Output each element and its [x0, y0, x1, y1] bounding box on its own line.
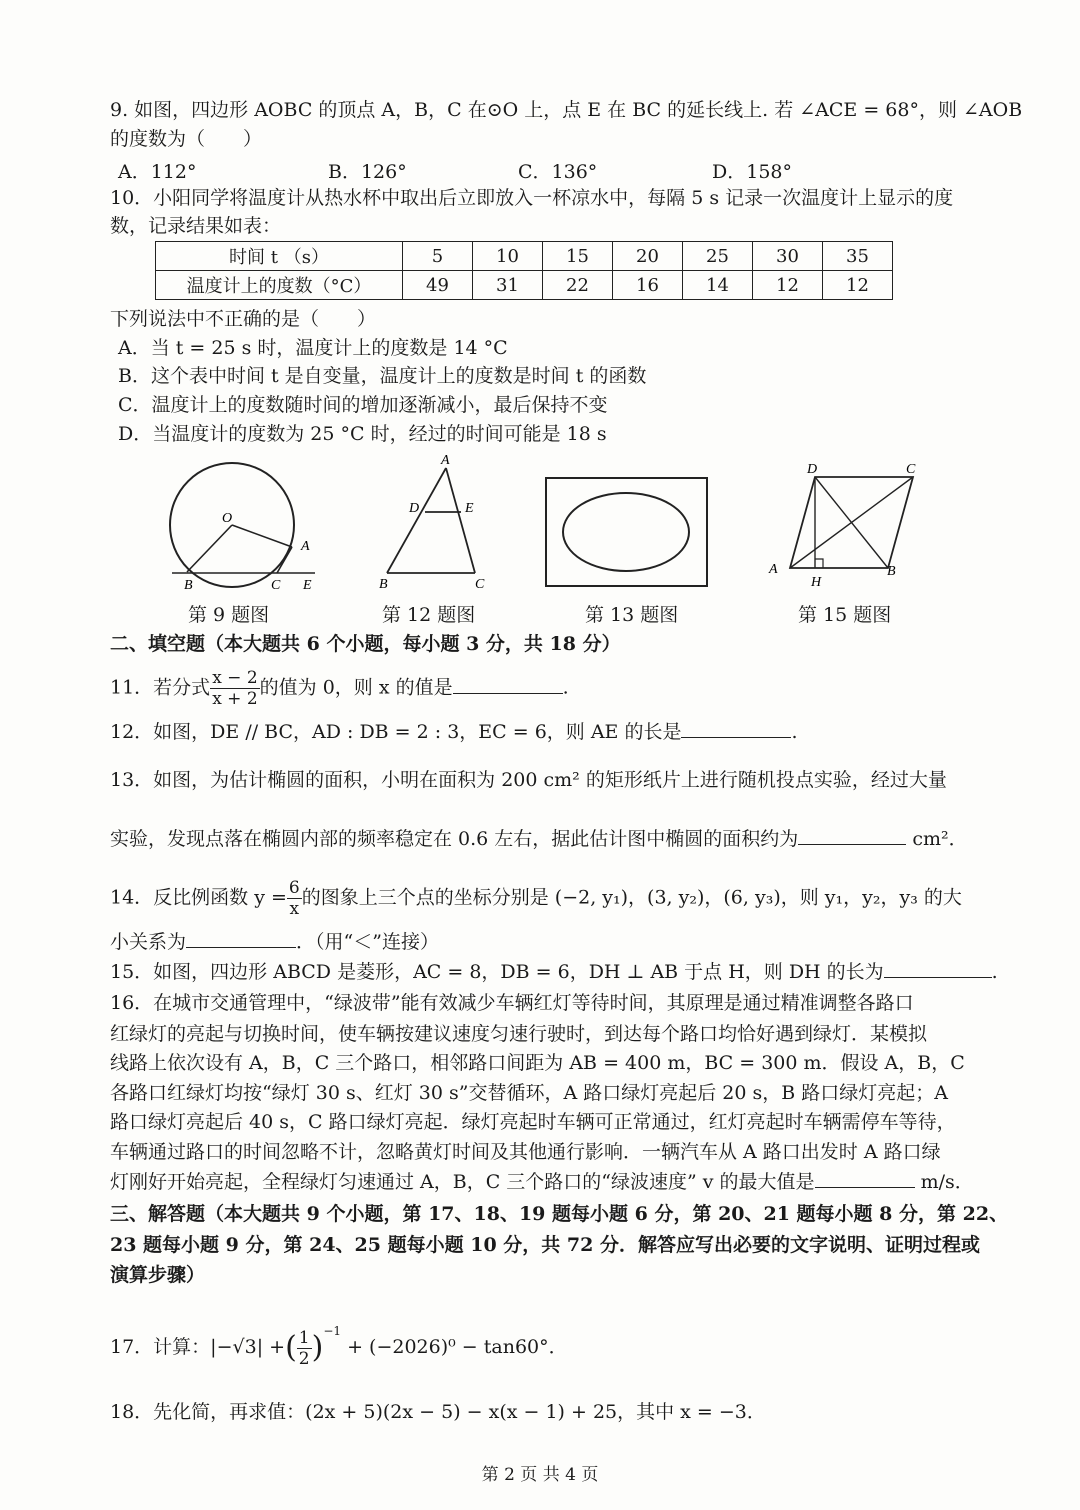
q13-line2-text: 实验，发现点落在椭圆内部的频率稳定在 0.6 左右，据此估计图中椭圆的面积约为: [110, 828, 799, 850]
q17-left-paren: (: [285, 1330, 297, 1365]
q13-line2: [110, 826, 968, 852]
q14-pre: 14．反比例函数 y =: [110, 886, 287, 909]
q15-text: 15．如图，四边形 ABCD 是菱形，AC = 8，DB = 6，DH ⊥ AB 于点 H，则 DH 的长为: [110, 961, 884, 983]
q14-numerator: 6: [288, 878, 300, 898]
table-row-label: 时间 t （s）: [156, 242, 403, 271]
q9-option-c: C．136°: [518, 161, 598, 183]
q15-end: .: [991, 961, 998, 983]
q11-numerator: x − 2: [212, 668, 258, 688]
q16-line6: 车辆通过路口的时间忽略不计，忽略黄灯时间及其他通行影响．一辆汽车从 A 路口出发时 A 路口绿: [110, 1141, 941, 1163]
q9-line2: 的度数为（ ）: [110, 128, 263, 150]
q9-line1: 9. 如图，四边形 AOBC 的顶点 A，B，C 在⊙O 上，点 E 在 BC 的延长线上. 若 ∠ACE = 68°，则 ∠AOB: [110, 99, 1023, 121]
fig15-label-d: D: [807, 462, 818, 477]
q14-line2-post: ．（用“＜”连接）: [296, 931, 439, 953]
fig9-label-o: O: [222, 511, 233, 526]
q14-denominator: x: [289, 899, 300, 919]
q17-pre: 17．计算：|−√3| +: [110, 1336, 286, 1358]
section-2-heading: 二、填空题（本大题共 6 个小题，每小题 3 分，共 18 分）: [110, 633, 621, 655]
q14-post: 的图象上三个点的坐标分别是 (−2, y₁)，(3, y₂)，(6, y₃)，则 y₁，y₂，y₃ 的大: [301, 886, 962, 909]
figure-9-caption: 第 9 题图: [188, 604, 270, 626]
q12: [110, 719, 798, 745]
fig9-label-a: A: [301, 539, 310, 554]
q14-line2-pre: 小关系为: [110, 931, 187, 953]
table-cell: 20: [613, 242, 683, 271]
q13-end: cm²．: [912, 828, 968, 850]
figure-9: [160, 465, 330, 595]
q12-answer-blank[interactable]: [681, 719, 791, 738]
table-cell: 15: [543, 242, 613, 271]
figure-12: [375, 450, 495, 595]
figure-13-caption: 第 13 题图: [585, 604, 679, 626]
q11-pre: 11．若分式: [110, 676, 211, 699]
q11-end: .: [562, 676, 569, 699]
q16-line5: 路口绿灯亮起后 40 s，C 路口绿灯亮起．绿灯亮起时车辆可正常通过，红灯亮起时车辆需停车等待，: [110, 1111, 956, 1133]
figure-15-caption: 第 15 题图: [798, 604, 892, 626]
q11-post: 的值为 0，则 x 的值是: [259, 676, 453, 699]
section-3-heading-line1: 三、解答题（本大题共 9 个小题，第 17、18、19 题每小题 6 分，第 20、21 题每小题 8 分，第 22、: [110, 1203, 1009, 1225]
q9-option-b: B．126°: [328, 161, 407, 183]
q16-line7: [110, 1169, 974, 1195]
table-cell: 10: [473, 242, 543, 271]
q16-line4: 各路口红绿灯均按“绿灯 30 s、红灯 30 s”交替循环，A 路口绿灯亮起后 20 s，B 路口绿灯亮起；A: [110, 1082, 948, 1104]
fig12-label-e: E: [465, 501, 474, 516]
table-cell: 16: [613, 271, 683, 300]
table-cell: 5: [403, 242, 473, 271]
q11-answer-blank[interactable]: [453, 675, 563, 694]
q14-answer-blank[interactable]: [186, 929, 296, 948]
q10-option-c: C．温度计上的度数随时间的增加逐渐减小，最后保持不变: [118, 394, 608, 416]
q13-answer-blank[interactable]: [798, 826, 906, 845]
q17-denominator: 2: [298, 1348, 310, 1369]
q17-right-paren: ): [311, 1330, 324, 1365]
table-cell: 14: [683, 271, 753, 300]
table-cell: 25: [683, 242, 753, 271]
fig12-label-b: B: [379, 577, 388, 592]
q10-option-b: B．这个表中时间 t 是自变量，温度计上的度数是时间 t 的函数: [118, 365, 647, 387]
fig9-label-c: C: [271, 578, 281, 593]
figure-12-caption: 第 12 题图: [382, 604, 476, 626]
q17-numerator: 1: [298, 1327, 310, 1348]
fig15-label-h: H: [811, 575, 822, 590]
fig9-label-e: E: [303, 578, 312, 593]
table-cell: 30: [753, 242, 823, 271]
q17: [110, 1318, 568, 1369]
fig9-label-b: B: [184, 578, 193, 593]
q11-fraction: [210, 668, 259, 709]
table-row: [156, 242, 893, 271]
q16-answer-blank[interactable]: [815, 1169, 915, 1188]
q17-post: + (−2026)⁰ − tan60°．: [347, 1336, 568, 1358]
q17-fraction: [297, 1328, 312, 1369]
q11: [110, 668, 569, 709]
table-row: [156, 271, 893, 300]
q14-line1: [110, 878, 962, 919]
section-3-heading-line3: 演算步骤）: [110, 1264, 206, 1286]
fig15-label-a: A: [769, 562, 778, 577]
q16-end: m/s．: [920, 1171, 974, 1193]
q14-line2: [110, 929, 439, 955]
fig12-label-d: D: [409, 501, 420, 516]
q15-answer-blank[interactable]: [884, 959, 992, 978]
figure-15: [765, 455, 925, 595]
table-cell: 22: [543, 271, 613, 300]
table-cell: 31: [473, 271, 543, 300]
page-footer: 第 2 页 共 4 页: [481, 1465, 599, 1485]
q14-fraction: [287, 878, 302, 919]
q9-option-a: A．112°: [118, 161, 197, 183]
q18: 18．先化简，再求值：(2x + 5)(2x − 5) − x(x − 1) + 25，其中 x = −3．: [110, 1401, 766, 1423]
fig15-label-b: B: [887, 564, 896, 579]
table-cell: 12: [753, 271, 823, 300]
q10-line2: 数，记录结果如表：: [110, 215, 282, 237]
q10-stem: 下列说法中不正确的是（ ）: [110, 308, 377, 330]
q16-line1: 16．在城市交通管理中，“绿波带”能有效减少车辆红灯等待时间，其原理是通过精准调整各路口: [110, 992, 914, 1014]
q16-line2: 红绿灯的亮起与切换时间，使车辆按建议速度匀速行驶时，到达每个路口均恰好遇到绿灯．某模拟: [110, 1023, 928, 1045]
section-3-heading-line2: 23 题每小题 9 分，第 24、25 题每小题 10 分，共 72 分．解答应写出必要的文字说明、证明过程或: [110, 1234, 980, 1256]
q16-line3: 线路上依次设有 A，B，C 三个路口，相邻路口间距为 AB = 400 m，BC = 300 m．假设 A，B，C: [110, 1052, 965, 1074]
fig12-label-a: A: [441, 453, 450, 468]
fig12-label-c: C: [475, 577, 485, 592]
q10-option-d: D．当温度计的度数为 25 °C 时，经过的时间可能是 18 s: [118, 423, 607, 445]
q16-line7-text: 灯刚好开始亮起，全程绿灯匀速通过 A，B，C 三个路口的“绿波速度” v 的最大值是: [110, 1171, 815, 1193]
figure-13: [545, 477, 710, 589]
q17-exponent: −1: [323, 1324, 342, 1338]
table-cell: 49: [403, 271, 473, 300]
fig15-label-c: C: [906, 462, 916, 477]
q10-data-table: [155, 241, 893, 300]
q10-option-a: A．当 t = 25 s 时，温度计上的度数是 14 °C: [118, 337, 508, 359]
q12-text: 12．如图，DE // BC，AD : DB = 2 : 3，EC = 6，则 AE 的长是: [110, 721, 682, 743]
q15: [110, 959, 998, 985]
q9-option-d: D．158°: [712, 161, 792, 183]
q13-line1: 13．如图，为估计椭圆的面积，小明在面积为 200 cm² 的矩形纸片上进行随机投点实验，经过大量: [110, 769, 947, 791]
table-cell: 12: [823, 271, 893, 300]
q12-end: .: [791, 721, 798, 743]
q11-denominator: x + 2: [212, 689, 258, 709]
q10-line1: 10．小阳同学将温度计从热水杯中取出后立即放入一杯凉水中，每隔 5 s 记录一次温度计上显示的度: [110, 187, 954, 209]
table-row-label: 温度计上的度数（°C）: [156, 271, 403, 300]
table-cell: 35: [823, 242, 893, 271]
